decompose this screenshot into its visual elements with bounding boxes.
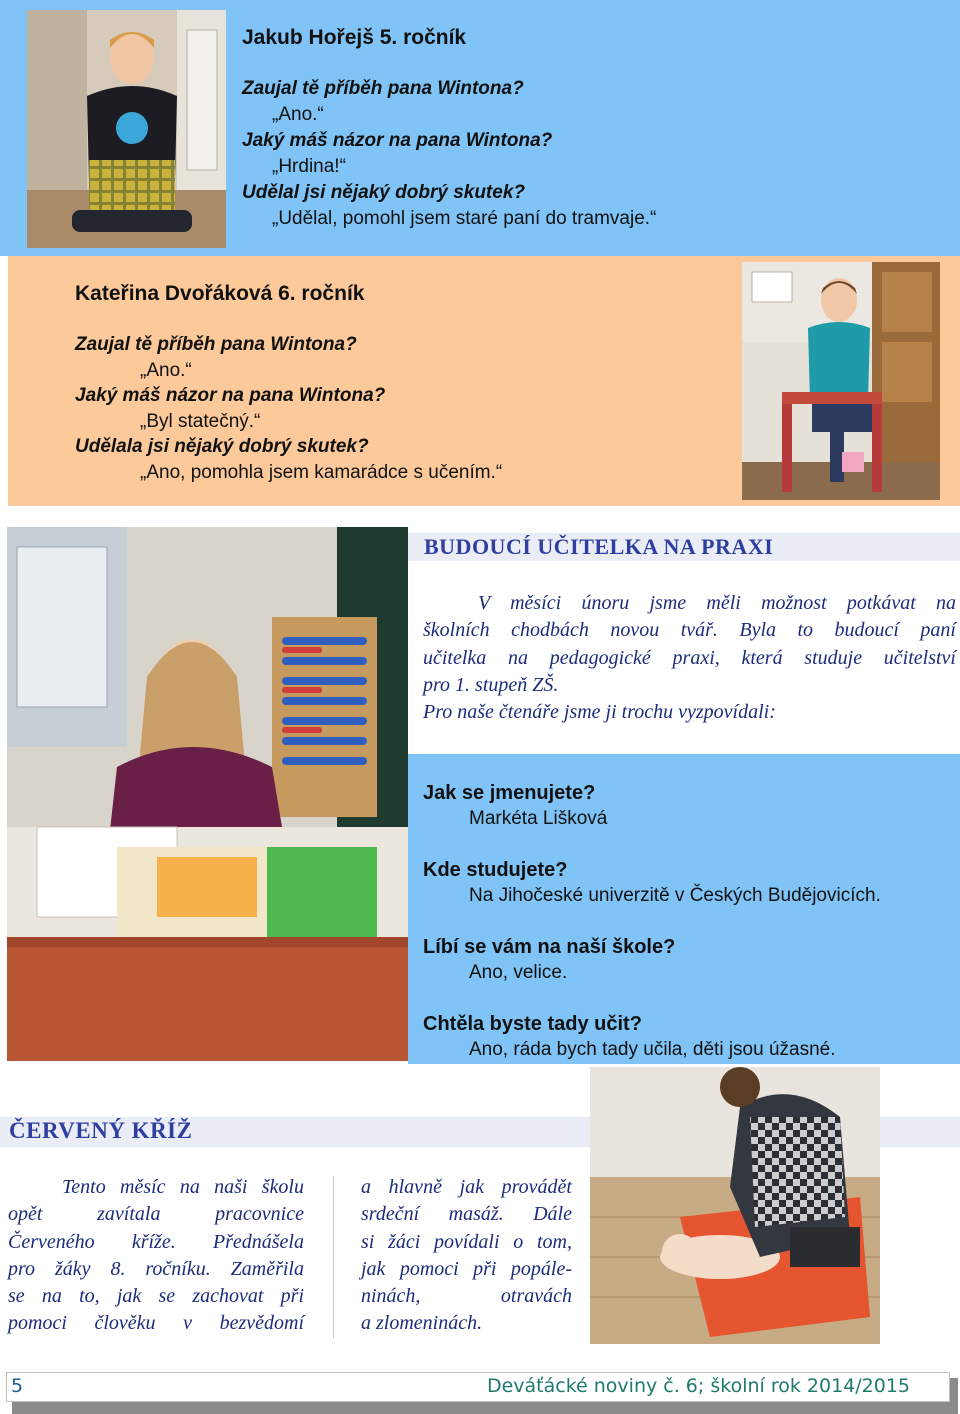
paragraph-line: a zlomeninách. xyxy=(361,1312,483,1335)
paragraph-line: a hlavně jak provádět xyxy=(361,1176,572,1198)
answer: „Ano, pomohla jsem kamarádce s učením.“ xyxy=(140,461,503,483)
paragraph-line: se na to, jak se zachovat při xyxy=(8,1285,304,1308)
question: Chtěla byste tady učit? xyxy=(423,1013,642,1035)
question: Zaujal tě příběh pana Wintona? xyxy=(242,78,524,99)
question: Zaujal tě příběh pana Wintona? xyxy=(75,334,357,355)
answer: Ano, velice. xyxy=(469,962,568,983)
redcross-heading-band-right xyxy=(880,1117,960,1147)
qa-item xyxy=(423,934,953,986)
interviewee-name: Kateřina Dvořáková 6. ročník xyxy=(75,282,365,305)
paragraph-line: si žáci povídali o tom, xyxy=(361,1230,572,1253)
question: Jak se jmenujete? xyxy=(423,782,596,804)
photo-teacher xyxy=(7,527,408,1061)
paragraph-line: srdeční masáž. Dále xyxy=(361,1203,572,1226)
cpr-photo-illustration xyxy=(590,1067,880,1344)
interview-katerina-text xyxy=(75,282,715,486)
redcross-col-1 xyxy=(8,1174,304,1338)
paragraph-line: učitelka na pedagogické praxi, která studuje učitelství xyxy=(423,646,956,669)
teacher-photo-illustration xyxy=(7,527,408,1061)
photo-cpr xyxy=(590,1067,880,1344)
qa-item xyxy=(423,857,953,909)
answer: Markéta Lišková xyxy=(469,808,608,829)
paragraph-line: pomoci člověku v bezvědomí xyxy=(8,1312,304,1335)
question: Udělal jsi nějaký dobrý skutek? xyxy=(242,182,525,203)
redcross-col-2 xyxy=(361,1174,572,1338)
column-divider xyxy=(333,1176,334,1338)
question: Líbí se vám na naší škole? xyxy=(423,936,676,958)
question: Udělala jsi nějaký dobrý skutek? xyxy=(75,436,369,458)
redcross-heading: ČERVENÝ KŘÍŽ xyxy=(9,1118,193,1143)
teacher-heading: BUDOUCÍ UČITELKA NA PRAXI xyxy=(424,534,774,559)
girl-photo-illustration xyxy=(742,262,940,500)
paragraph-line: V měsíci únoru jsme měli možnost potkávat na xyxy=(478,592,956,614)
question: Jaký máš názor na pana Wintona? xyxy=(75,385,386,407)
paragraph-line: pro 1. stupeň ZŠ. xyxy=(423,673,559,696)
page-number: 5 xyxy=(11,1375,24,1397)
answer: Ano, ráda bych tady učila, děti jsou úžasné. xyxy=(469,1039,836,1060)
qa-item xyxy=(423,780,953,832)
question: Jaký máš názor na pana Wintona? xyxy=(242,130,553,151)
answer: Na Jihočeské univerzitě v Českých Budějovicích. xyxy=(469,885,881,906)
interview-jakub-text xyxy=(242,26,942,232)
interviewee-name: Jakub Hořejš 5. ročník xyxy=(242,26,467,49)
answer: „Ano.“ xyxy=(140,359,192,381)
answer: „Ano.“ xyxy=(272,104,324,125)
boy-photo-illustration xyxy=(27,10,226,248)
answer: „Byl statečný.“ xyxy=(140,410,261,432)
teacher-qa xyxy=(423,780,953,1063)
question: Kde studujete? xyxy=(423,859,568,881)
paragraph-line: pro žáky 8. ročníku. Zaměřila xyxy=(8,1257,304,1280)
paragraph-line: jak pomoci při popále- xyxy=(361,1257,572,1280)
answer: „Hrdina!“ xyxy=(272,156,346,177)
paragraph-line: opět zavítala pracovnice xyxy=(8,1203,304,1226)
paragraph-line: Pro naše čtenáře jsme ji trochu vyzpovídali: xyxy=(423,701,776,724)
qa-item xyxy=(423,1011,953,1063)
paragraph-line: Červeného kříže. Přednášela xyxy=(8,1230,304,1253)
paragraph-line: Tento měsíc na naši školu xyxy=(62,1176,304,1198)
photo-jakub xyxy=(27,10,226,248)
paragraph-line: školních chodbách novou tvář. Byla to budoucí paní xyxy=(423,619,956,642)
answer: „Udělal, pomohl jsem staré paní do tramvaje.“ xyxy=(272,208,657,229)
photo-katerina xyxy=(742,262,940,500)
publication-title: Deváťácké noviny č. 6; školní rok 2014/2015 xyxy=(486,1375,910,1397)
teacher-intro xyxy=(423,590,956,726)
paragraph-line: ninách, otravách xyxy=(361,1285,572,1308)
